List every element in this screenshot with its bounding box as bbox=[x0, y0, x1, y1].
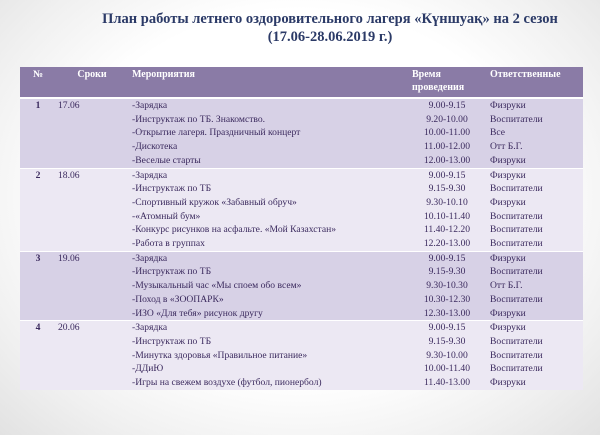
responsible-cell: Воспитатели bbox=[486, 335, 583, 349]
time-cell: 9.30-10.30 bbox=[408, 279, 486, 293]
time-cell: 9.00-9.15 bbox=[408, 251, 486, 265]
table-row bbox=[20, 279, 583, 293]
responsible-cell: Физруки bbox=[486, 154, 583, 168]
day-number: 1 bbox=[20, 98, 56, 113]
time-cell: 9.15-9.30 bbox=[408, 182, 486, 196]
table-row bbox=[20, 335, 583, 349]
event-cell: -«Атомный бум» bbox=[128, 210, 408, 224]
table-header-row bbox=[20, 67, 583, 98]
header-date: Сроки bbox=[56, 67, 128, 98]
day-date bbox=[56, 279, 128, 293]
day-number bbox=[20, 154, 56, 168]
header-time bbox=[408, 67, 486, 98]
event-cell: -ИЗО «Для тебя» рисунок другу bbox=[128, 307, 408, 321]
event-cell: -Инструктаж по ТБ bbox=[128, 182, 408, 196]
time-cell: 11.00-12.00 bbox=[408, 140, 486, 154]
time-cell: 9.00-9.15 bbox=[408, 168, 486, 182]
event-cell: -Открытие лагеря. Праздничный концерт bbox=[128, 126, 408, 140]
table-row bbox=[20, 140, 583, 154]
header-time-line-2: проведения bbox=[412, 82, 465, 93]
table-row bbox=[20, 113, 583, 127]
responsible-cell: Физруки bbox=[486, 376, 583, 390]
time-cell: 10.00-11.40 bbox=[408, 362, 486, 376]
table-row bbox=[20, 265, 583, 279]
table-row bbox=[20, 98, 583, 113]
responsible-cell: Физруки bbox=[486, 307, 583, 321]
day-date bbox=[56, 293, 128, 307]
table-row bbox=[20, 307, 583, 321]
table-row bbox=[20, 168, 583, 182]
time-cell: 11.40-13.00 bbox=[408, 376, 486, 390]
responsible-cell: Физруки bbox=[486, 168, 583, 182]
day-date bbox=[56, 196, 128, 210]
table-row bbox=[20, 126, 583, 140]
table-row bbox=[20, 210, 583, 224]
day-number bbox=[20, 237, 56, 251]
responsible-cell: Воспитатели bbox=[486, 265, 583, 279]
day-number bbox=[20, 113, 56, 127]
responsible-cell: Все bbox=[486, 126, 583, 140]
time-cell: 12.00-13.00 bbox=[408, 154, 486, 168]
day-date bbox=[56, 154, 128, 168]
responsible-cell: Воспитатели bbox=[486, 182, 583, 196]
event-cell: -Зарядка bbox=[128, 168, 408, 182]
day-date bbox=[56, 376, 128, 390]
day-number bbox=[20, 140, 56, 154]
event-cell: -Музыкальный час «Мы споем обо всем» bbox=[128, 279, 408, 293]
table-row bbox=[20, 293, 583, 307]
day-date bbox=[56, 335, 128, 349]
event-cell: -Инструктаж по ТБ. Знакомство. bbox=[128, 113, 408, 127]
day-date: 18.06 bbox=[56, 168, 128, 182]
responsible-cell: Воспитатели bbox=[486, 293, 583, 307]
time-cell: 10.00-11.00 bbox=[408, 126, 486, 140]
event-cell: -Работа в группах bbox=[128, 237, 408, 251]
time-cell: 9.20-10.00 bbox=[408, 113, 486, 127]
time-cell: 10.10-11.40 bbox=[408, 210, 486, 224]
responsible-cell: Физруки bbox=[486, 251, 583, 265]
responsible-cell: Физруки bbox=[486, 98, 583, 113]
day-date bbox=[56, 362, 128, 376]
day-number bbox=[20, 362, 56, 376]
day-number bbox=[20, 376, 56, 390]
responsible-cell: Воспитатели bbox=[486, 210, 583, 224]
time-cell: 9.30-10.00 bbox=[408, 349, 486, 363]
header-num: № bbox=[20, 67, 56, 98]
time-cell: 9.30-10.10 bbox=[408, 196, 486, 210]
table-row bbox=[20, 223, 583, 237]
day-number: 2 bbox=[20, 168, 56, 182]
event-cell: -Зарядка bbox=[128, 98, 408, 113]
table-row bbox=[20, 182, 583, 196]
table-row bbox=[20, 154, 583, 168]
responsible-cell: Воспитатели bbox=[486, 237, 583, 251]
event-cell: -ДДиЮ bbox=[128, 362, 408, 376]
table-row bbox=[20, 362, 583, 376]
event-cell: -Дискотека bbox=[128, 140, 408, 154]
day-date bbox=[56, 223, 128, 237]
schedule-body bbox=[20, 98, 583, 390]
day-date bbox=[56, 265, 128, 279]
day-number bbox=[20, 126, 56, 140]
day-number bbox=[20, 307, 56, 321]
day-number bbox=[20, 196, 56, 210]
event-cell: -Зарядка bbox=[128, 251, 408, 265]
day-number bbox=[20, 335, 56, 349]
event-cell: -Минутка здоровья «Правильное питание» bbox=[128, 349, 408, 363]
responsible-cell: Воспитатели bbox=[486, 349, 583, 363]
event-cell: -Игры на свежем воздухе (футбол, пионербол) bbox=[128, 376, 408, 390]
day-date: 20.06 bbox=[56, 321, 128, 335]
day-date bbox=[56, 113, 128, 127]
time-cell: 9.15-9.30 bbox=[408, 265, 486, 279]
table-row bbox=[20, 237, 583, 251]
day-number bbox=[20, 293, 56, 307]
table-row bbox=[20, 321, 583, 335]
header-event: Мероприятия bbox=[128, 67, 408, 98]
time-cell: 9.00-9.15 bbox=[408, 321, 486, 335]
time-cell: 10.30-12.30 bbox=[408, 293, 486, 307]
day-number bbox=[20, 265, 56, 279]
event-cell: -Инструктаж по ТБ bbox=[128, 335, 408, 349]
event-cell: -Спортивный кружок «Забавный обруч» bbox=[128, 196, 408, 210]
event-cell: -Инструктаж по ТБ bbox=[128, 265, 408, 279]
table-row bbox=[20, 376, 583, 390]
event-cell: -Зарядка bbox=[128, 321, 408, 335]
responsible-cell: Отт Б.Г. bbox=[486, 279, 583, 293]
time-cell: 9.15-9.30 bbox=[408, 335, 486, 349]
day-number bbox=[20, 223, 56, 237]
day-date bbox=[56, 210, 128, 224]
responsible-cell: Воспитатели bbox=[486, 223, 583, 237]
day-date: 19.06 bbox=[56, 251, 128, 265]
event-cell: -Поход в «ЗООПАРК» bbox=[128, 293, 408, 307]
day-date bbox=[56, 307, 128, 321]
title-line-1: План работы летнего оздоровительного лагеря «Күншуақ» на 2 сезон bbox=[102, 11, 558, 27]
time-cell: 9.00-9.15 bbox=[408, 98, 486, 113]
responsible-cell: Воспитатели bbox=[486, 362, 583, 376]
title-line-2: (17.06-28.06.2019 г.) bbox=[267, 29, 393, 45]
event-cell: -Конкурс рисунков на асфальте. «Мой Казахстан» bbox=[128, 223, 408, 237]
time-cell: 12.20-13.00 bbox=[408, 237, 486, 251]
day-number bbox=[20, 182, 56, 196]
day-date: 17.06 bbox=[56, 98, 128, 113]
day-number bbox=[20, 210, 56, 224]
table-row bbox=[20, 251, 583, 265]
day-number bbox=[20, 279, 56, 293]
day-number bbox=[20, 349, 56, 363]
day-date bbox=[56, 182, 128, 196]
day-date bbox=[56, 126, 128, 140]
responsible-cell: Физруки bbox=[486, 196, 583, 210]
page-title bbox=[0, 10, 600, 46]
day-date bbox=[56, 237, 128, 251]
table-row bbox=[20, 196, 583, 210]
time-cell: 12.30-13.00 bbox=[408, 307, 486, 321]
day-number: 3 bbox=[20, 251, 56, 265]
schedule-table bbox=[20, 67, 583, 390]
time-cell: 11.40-12.20 bbox=[408, 223, 486, 237]
day-date bbox=[56, 349, 128, 363]
day-date bbox=[56, 140, 128, 154]
responsible-cell: Физруки bbox=[486, 321, 583, 335]
header-responsible: Ответственные bbox=[486, 67, 583, 98]
day-number: 4 bbox=[20, 321, 56, 335]
responsible-cell: Воспитатели bbox=[486, 113, 583, 127]
header-time-line-1: Время bbox=[412, 69, 441, 80]
event-cell: -Веселые старты bbox=[128, 154, 408, 168]
responsible-cell: Отт Б.Г. bbox=[486, 140, 583, 154]
table-row bbox=[20, 349, 583, 363]
